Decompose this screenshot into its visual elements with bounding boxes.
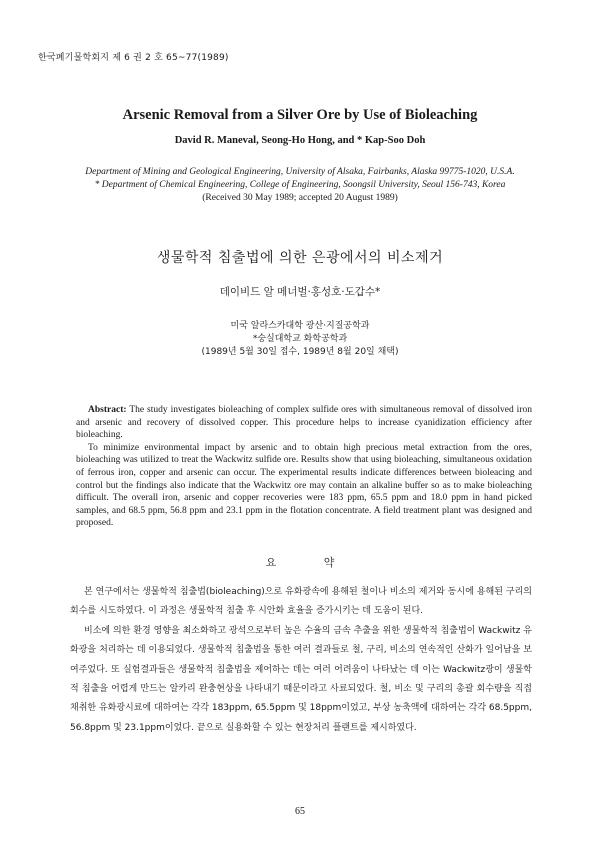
authors: David R. Maneval, Seong-Ho Hong, and * Kap-Soo Doh xyxy=(174,135,426,146)
korean-title: 생물학적 침출법에 의한 은광에서의 비소제거 xyxy=(156,250,444,266)
korean-affiliation-2: *숭실대학교 화학공학과 xyxy=(252,334,348,344)
abstract xyxy=(76,404,532,530)
abstract-text-1: The study investigates bioleaching of complex sulfide ores with simultaneous removal of dissolved iron and arsenic and recovery of dissolved copper. This procedure helps to increase cyanidization efficiency after bioleaching. xyxy=(76,405,532,441)
journal-header: 한국폐기물학회지 제 6 권 2 호 65~77(1989) xyxy=(38,53,229,63)
paper-title: Arsenic Removal from a Silver Ore by Use of Bioleaching xyxy=(122,107,478,123)
korean-affiliation-1: 미국 알라스카대학 광산·지질공학과 xyxy=(230,321,370,331)
abstract-label: Abstract: xyxy=(88,405,127,415)
korean-abstract xyxy=(70,583,532,738)
korean-abstract-paragraph-1: 본 연구에서는 생물학적 침출법(bioleaching)으로 유화광속에 용해된 철이나 비소의 제거와 동시에 용해된 구리의 회수를 시도하였다. 이 과정은 생물학적 침출 후 시안화 효율을 증가시키는 데 도움이 된다. xyxy=(70,587,532,617)
affiliation-2: * Department of Chemical Engineering, College of Engineering, Soongsil University, Seoul 156-743, Korea xyxy=(94,180,506,190)
page-number: 65 xyxy=(295,806,305,817)
korean-received-dates: (1989년 5월 30일 접수, 1989년 8월 20일 채택) xyxy=(201,347,399,357)
received-dates: (Received 30 May 1989; accepted 20 August 1989) xyxy=(202,193,398,203)
korean-abstract-paragraph-2: 비소에 의한 환경 영향을 최소화하고 광석으로부터 높은 수율의 금속 추출을 위한 생물학적 침출법이 Wackwitz 유화광을 처리하는 데 이용되었다. 생물학적 침출법을 통한 여러 결과들로 철, 구리, 비소의 연속적인 산화가 일어남을 보여주었다. 또 실험결과들은 생물학적 침출법을 제어하는 데는 여러 어려움이 나타났는 데 이는 Wackwitz광이 생물학적 침출을 어렵게 만드는 알카리 완충현상을 나타내기 때문이라고 사료되었다. 철, 비소 및 구리의 총괄 회수량을 직접 채취한 유화광시료에 대하여는 각각 183ppm, 65.5ppm 및 18ppm이었고, 부상 농축액에 대하여는 각각 68.5ppm, 56.8ppm 및 23.1ppm이었다. 끝으로 실용화할 수 있는 현장처리 플랜트를 제시하였다. xyxy=(70,625,532,733)
korean-abstract-heading: 요 약 xyxy=(265,556,357,569)
affiliation-1: Department of Mining and Geological Engineering, University of Alsaka, Fairbanks, Alaska 99775-1020, U.S.A. xyxy=(85,167,515,177)
abstract-paragraph-2: To minimize environmental impact by arsenic and to obtain high precious metal extraction from the ores, bioleaching was utilized to treat the Wackwitz sulfide ore. Results show that using bioleaching, simultaneous oxidation of ferrous iron, copper and arsenic can occur. The experimental results indicate differences between bioleacing and control but the findings also indicate that the Wackwitz ore may contain an alkaline buffer so as to make bioleaching difficult. The overall iron, arsenic and copper recoveries were 183 ppm, 65.5 ppm and 18.0 ppm in hand picked samples, and 68.5 ppm, 56.8 ppm and 23.1 ppm in the flotation concentrate. A field treatment plant was designed and proposed. xyxy=(76,442,532,529)
abstract-paragraph-1 xyxy=(76,404,532,442)
korean-authors: 데이비드 알 메너벌·홍성호·도갑수* xyxy=(219,286,381,298)
